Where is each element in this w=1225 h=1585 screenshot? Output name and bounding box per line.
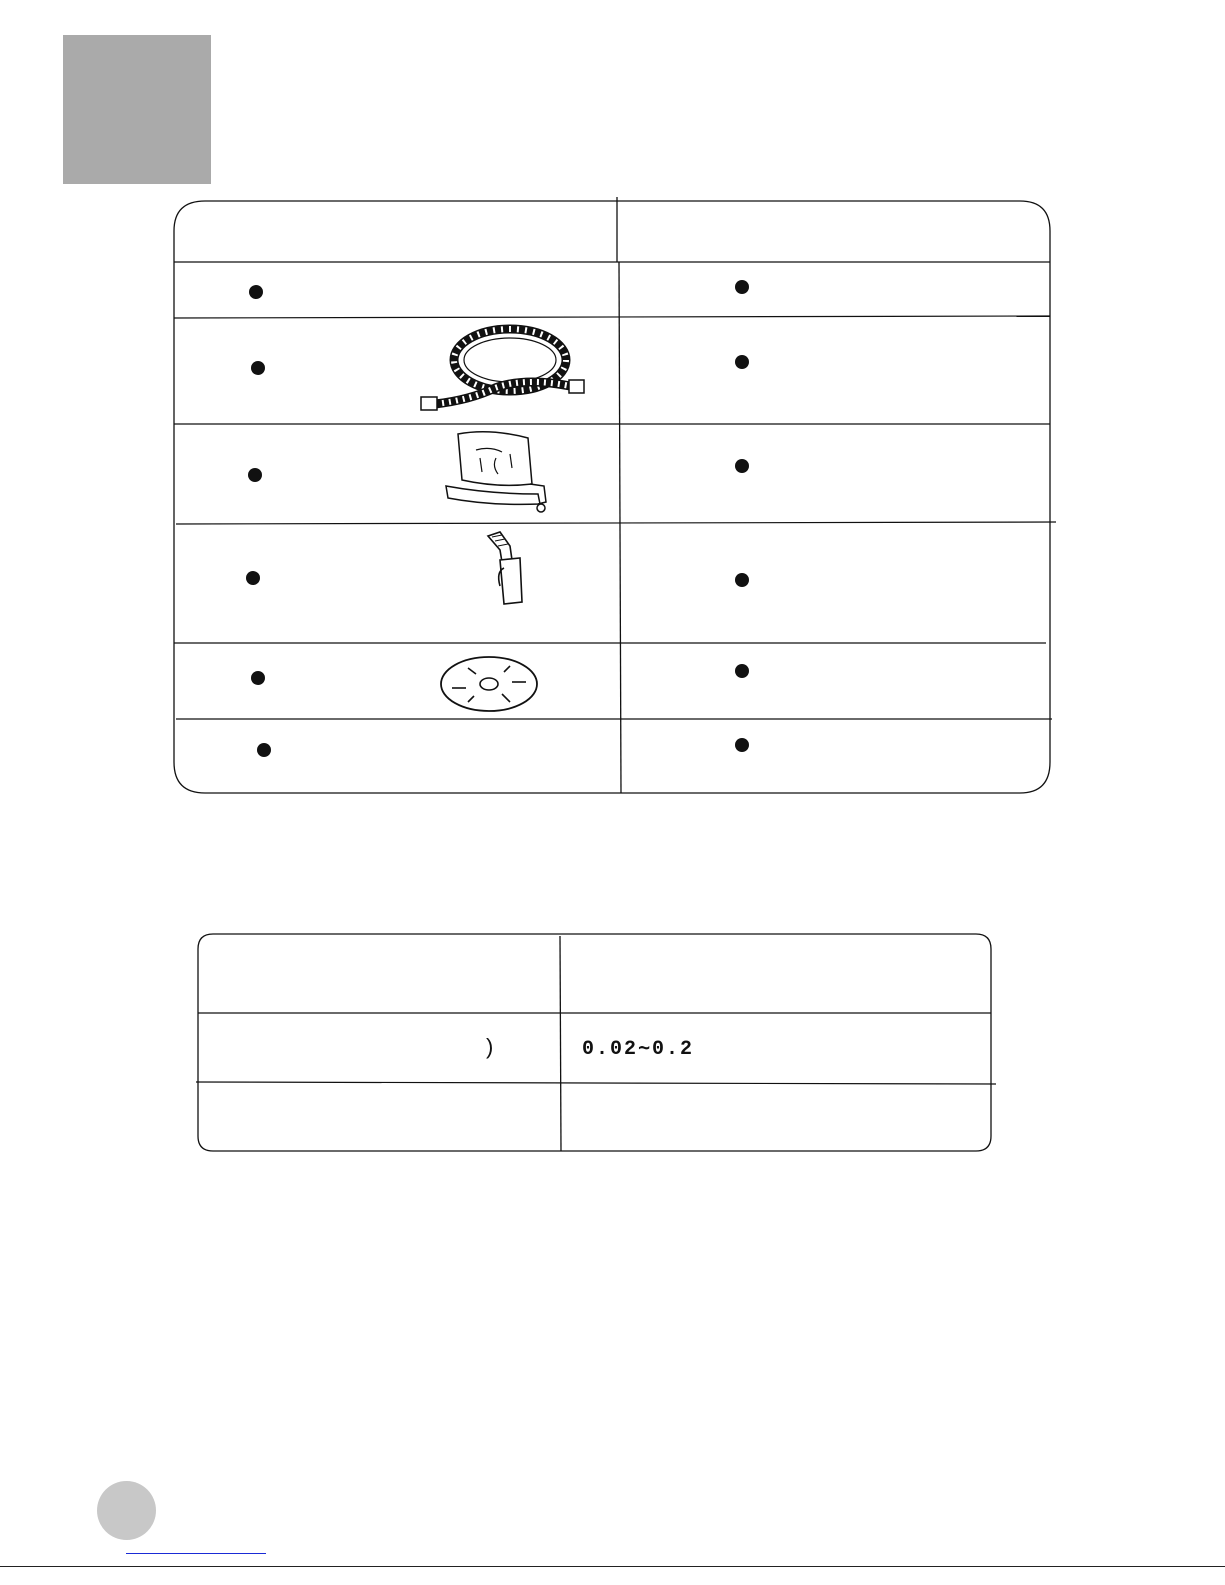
page-number-badge [97, 1481, 156, 1540]
spec-row-2-value: 0.02∼0.2 [582, 1038, 695, 1061]
footer-link-underline[interactable] [126, 1553, 266, 1554]
bottom-rule [0, 1566, 1225, 1567]
spec-row-2-label: ) [486, 1034, 494, 1059]
